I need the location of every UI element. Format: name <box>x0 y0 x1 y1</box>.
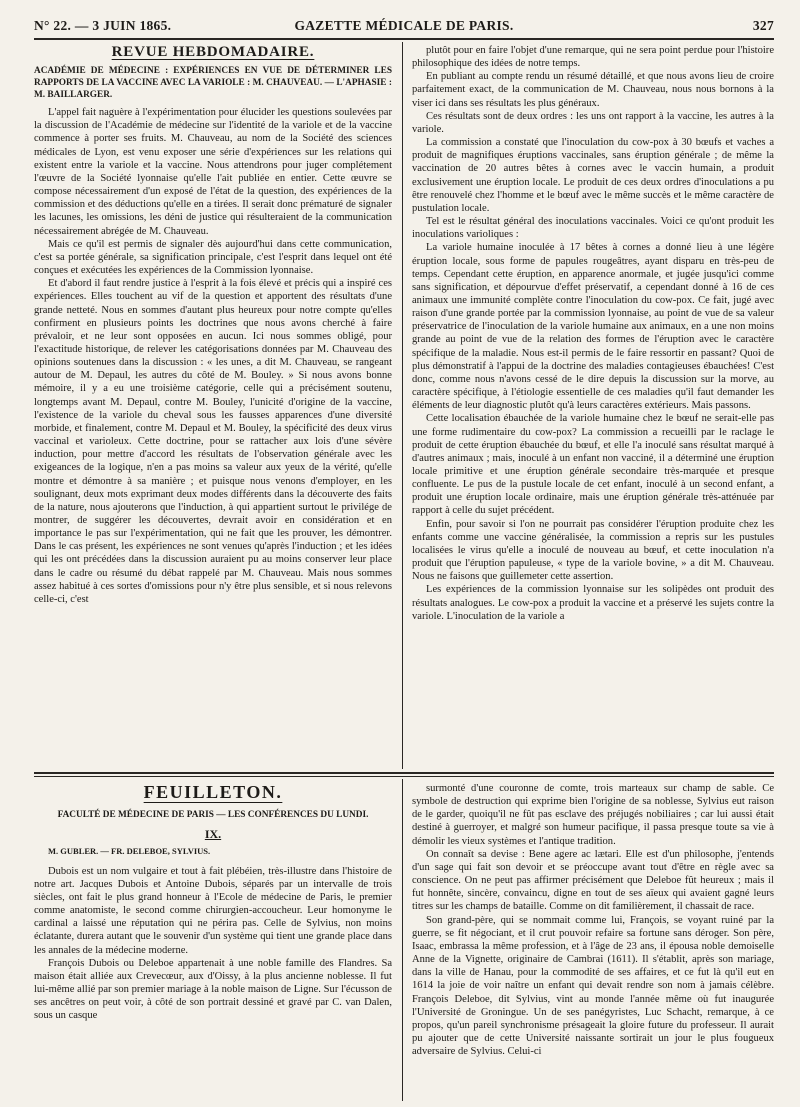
conference-number: IX. <box>204 827 222 842</box>
paragraph: Et d'abord il faut rendre justice à l'esprit à la fois élevé et précis qui a inspiré ces expériences. Elles touchent au vif de la question et apportent des résultats d'une grande netteté. Nous en sommes d'autant plus heureux pour notre compte qu'elles confirment en plusieurs points les doctrines que nous avons cherché à faire prévaloir, et ne leur sont opposées en aucun. Ici nous sommes obligé, pour l'exactitude historique, de relever les catégorisations données par M. Chauveau des opinions soutenues dans la discussion : « les unes, a dit M. Chauveau, se rangeant autour de M. Depaul, les autres du côté de M. Bouley. » Si nous avons bonne mémoire, il y a eu une troisième catégorie, celle qui a précisément soutenu, longtemps avant M. Depaul, contre M. Bouley, l'unicité d'origine de la vaccine, l'existence de la variole du cheval sous les fausses apparences d'une diversité morbide, et finalement, contre M. Depaul et M. Bouley, la spécificité des deux virus vaccinal et varioleux. Cette doctrine, pour se rattacher aux lois d'une sévère induction, pour mettre d'accord les résultats de l'observation générale avec les exigeances de la logique, n'en a pas moins sa valeur aux yeux de la vérité, qu'elle montre et démontre à sa manière ; et puisque nous venons d'employer, en les soulignant, deux mots exprimant deux modes différents dans la découverte des faits de la nature, nous ajouterons que l'induction, à qui appartient surtout le privilége de montrer, de suggérer les découvertes, devrait avoir en considération et en importance le pas sur l'expérimentation, qui ne fait que les prouver, les démontrer. Dans le cas présent, les expériences ne sont venues qu'après l'induction ; et les idées qui les ont précédées dans la discussion auraient pu au moins conserver leur place dans le cadre ou résumé du débat rappelé par M. Chauveau. Mais nous sommes assez habitué à ces sortes d'omissions pour n'y être plus sensible, et si nous relevons celle-ci, c'est <box>34 278 392 605</box>
feuilleton-right-text <box>412 782 774 1058</box>
column-divider-bottom <box>402 779 403 1101</box>
revue-subhead: ACADÉMIE DE MÉDECINE : EXPÉRIENCES EN VUE DE DÉTERMINER LES RAPPORTS DE LA VACCINE AVEC LA VARIOLE : M. CHAUVEAU. — L'APHASIE : M. BAILLARGER. <box>34 66 392 101</box>
paragraph: Mais ce qu'il est permis de signaler dès aujourd'hui dans cette communication, c'est sa portée générale, sa signification principale, c'est l'esprit dans lequel ont été conçues et exécutées les expériences de la Commission lyonnaise. <box>34 238 392 277</box>
revue-right-text <box>412 44 774 623</box>
revue-left-column <box>34 44 392 770</box>
paragraph: Ces résultats sont de deux ordres : les uns ont rapport à la vaccine, les autres à la variole. <box>412 110 774 135</box>
paragraph: François Dubois ou Deleboe appartenait à une noble famille des Flandres. Sa maison était alliée aux Crevecœur, aux d'Oissy, à la plus ancienne noblesse. Il fut lui-même allié par son premier mariage à la noble maison de Ligne. Sur l'écusson de ses ancêtres on peut voir, à côté de son portrait dessiné et gravé par C. van Dalen, sous un casque <box>34 957 392 1022</box>
feuilleton-left-column <box>34 782 392 1102</box>
paragraph: Tel est le résultat général des inoculations vaccinales. Voici ce qu'ont produit les inoculations varioliques : <box>412 216 774 241</box>
paragraph: En publiant au compte rendu un résumé détaillé, et que nous avons lieu de croire parfaitement exact, de la communication de M. Chauveau, nous nous bornons à la viser ici dans ses résultats les plus généraux. <box>412 71 774 109</box>
paragraph: Cette localisation ébauchée de la variole humaine chez le bœuf ne serait-elle pas une forme rudimentaire du cow-pox? La commission a recueilli par le raclage le produit de cette éruption ébauchée du bœuf, et elle l'a inoculé sans résultat marqué à d'autres animaux ; mais, inoculé à un enfant non vacciné, il a déterminé une éruption locale primitive et une éruption générale secondaire très-marquée et presque confluente. Le pus de la pustule locale de cet enfant, inoculé à un second enfant, a produit une éruption locale ordinaire, mais une éruption générale très-atténuée par rapport à celle du sujet précédent. <box>412 413 774 517</box>
feuilleton-rule-thin <box>34 776 774 777</box>
paragraph: La commission a constaté que l'inoculation du cow-pox à 30 bœufs et vaches a produit de magnifiques éruptions vaccinales, sans éruption générale ; de même la vaccination de 20 autres bêtes à cornes avec le vaccin humain, a produit exclusivement une éruption locale. Le produit de ces deux ordres d'inoculations a pu être renouvelé chez l'homme et le bœuf avec le même succès et le même caractère de pustulation locale. <box>412 137 774 214</box>
feuilleton-author: M. GUBLER. — FR. DELEBOE, SYLVIUS. <box>48 846 211 857</box>
paragraph: surmonté d'une couronne de comte, trois marteaux sur champ de sable. Ce symbole de destruction qui exprime bien l'origine de sa noblesse, Sylvius eut raison de le garder, quoiqu'il ne fût pas esclave des préjugés nobiliaires ; car lui aussi était destiné à guerroyer, et malgré son humeur pacifique, il passa presque toute sa vie à démolir les vieux systèmes et l'antique tradition. <box>412 783 774 847</box>
paragraph: Les expériences de la commission lyonnaise sur les solipèdes ont produit des résultats analogues. Le cow-pox a produit la vaccine et a préservé les sujets contre la variole. L'inoculation de la variole a <box>412 584 774 622</box>
feuilleton-right-column <box>412 782 774 1102</box>
revue-title: REVUE HEBDOMADAIRE. <box>111 44 315 60</box>
feuilleton-title: FEUILLETON. <box>143 782 283 802</box>
journal-title: GAZETTE MÉDICALE DE PARIS. <box>294 18 514 33</box>
issue-date: N° 22. — 3 JUIN 1865. <box>34 18 172 33</box>
column-divider-top <box>402 42 403 769</box>
paragraph: Dubois est un nom vulgaire et tout à fait plébéien, très-illustre dans l'histoire de notre art. Jacques Dubois et Antoine Dubois, séparés par un intervalle de trois siècles, ont fait le plus grand honneur à l'Ecole de médecine de Paris, le premier comme anatomiste, le second comme chirurgien-accoucheur. Leur homonyme le cardinal a laissé une réputation qui ne périra pas. Celle de Sylvius, non moins éclatante, durera autant que le souvenir d'un système qui tient une grande place dans les annales de la médecine moderne. <box>34 865 392 956</box>
paragraph: Son grand-père, qui se nommait comme lui, François, se voyant ruiné par la guerre, se fit négociant, et il crut pouvoir refaire sa fortune sans déroger. Son père, Isaac, embrassa la même profession, et à l'âge de 23 ans, il épousa noble demoiselle Anne de la Vignette, originaire de Cambrai (1611). Il s'établit, après son mariage, dans la ville de Hanau, pour la commodité de ses affaires, et ce fut là qu'il eut en 1614 la joie de voir naître un enfant qui devait rendre son nom à jamais célèbre. François Deleboe, dit Sylvius, vint au monde l'année même où fut inaugurée l'Université de Groningue. Un de ses panégyristes, Luc Schacht, remarque, à ce propos, qu'un pareil synchronisme présageait la gloire future du professeur. Il aurait pu ajouter que de cette Université naissante sortirait un jour le plus fougueux adversaire de Sylvius. Celui-ci <box>412 914 774 1058</box>
revue-right-column <box>412 44 774 770</box>
feuilleton-subhead: FACULTÉ DE MÉDECINE DE PARIS — LES CONFÉRENCES DU LUNDI. <box>57 810 369 821</box>
revue-left-text <box>34 106 392 606</box>
running-header <box>34 14 774 38</box>
paragraph: L'appel fait naguère à l'expérimentation pour élucider les questions soulevées par la discussion de l'Académie de médecine sur l'identité de la variole et de la vaccine commence à porter ses fruits. M. Chauveau, au nom de la Société des sciences médicales de Lyon, est venu exposer une série d'expériences sur les relations qui existent entre la variole et la vaccine. Nous attendrons pour juger complétement l'œuvre de la Société lyonnaise qu'elle l'ait publiée en entier. Cette œuvre se compose nécessairement d'un exposé de l'état de la question, des expériences de la commission et des déductions qu'elle en a tirées. Il serait donc prématuré de signaler les lacunes, les omissions, les déni de justice qui résulteraient de la communication nécessairement abrégée de M. Chauveau. <box>34 107 392 237</box>
page-number: 327 <box>752 18 774 33</box>
paragraph: plutôt pour en faire l'objet d'une remarque, qui ne sera point perdue pour l'histoire philosophique des idées de notre temps. <box>412 45 774 70</box>
paragraph: La variole humaine inoculée à 17 bêtes à cornes a donné lieu à une légère éruption locale, sous forme de papules rougeâtres, ayant disparu en très-peu de temps. Cependant cette éruption, en apparence anormale, et jugée jusqu'ici comme sans signification, et dépourvue d'effet préservatif, a cependant donné à 16 de ces animaux une immunité complète contre l'inoculation du cow-pox. Ce fait, jugé avec raison d'une grande portée par la commission lyonnaise, au point de vue de sa valeur préservatrice de l'inoculation de la variole humaine aux animaux, en a une non moins grande au point de vue de la relation des formes de l'éruption avec le caractère spécifique de la maladie. Nous est-il permis de le faire ressortir en passant? Quoi de plus démonstratif à l'appui de la doctrine des maladies contagieuses ébauchées! C'est donc, comme nous n'avons cessé de le dire depuis la discussion sur la morve, au caractère spécifique, à l'étiologie essentielle de ces maladies qu'il faut demander les éléments de leur diagnostic plutôt qu'à leurs caractères extérieurs. Mais passons. <box>412 242 774 412</box>
feuilleton-rule <box>34 772 774 774</box>
paragraph: On connaît sa devise : Bene agere ac lætari. Elle est d'un philosophe, j'entends d'un sage qui fait son devoir et se préoccupe avant tout d'être en règle avec sa conscience. On ne peut pas affirmer précisément que Deleboe fût heureux ; mais il fut honnête, sincère, convaincu, digne en tout de ses aïeux qui avaient gagné leurs titres sur les champs de bataille. Comme on dit familièrement, il chassait de race. <box>412 848 774 913</box>
paragraph: Enfin, pour savoir si l'on ne pourrait pas considérer l'éruption produite chez les enfants comme une vaccine généralisée, la commission a repris sur les pustules localisées le virus qu'elle a inoculé de nouveau au bœuf, et cette inoculation n'a produit que l'éruption papuleuse, « type de la variole bovine, » a dit M. Chauveau. Nous ne faisons que guillemeter cette assertion. <box>412 518 774 583</box>
feuilleton-left-text <box>34 865 392 1023</box>
header-rule <box>34 38 774 40</box>
